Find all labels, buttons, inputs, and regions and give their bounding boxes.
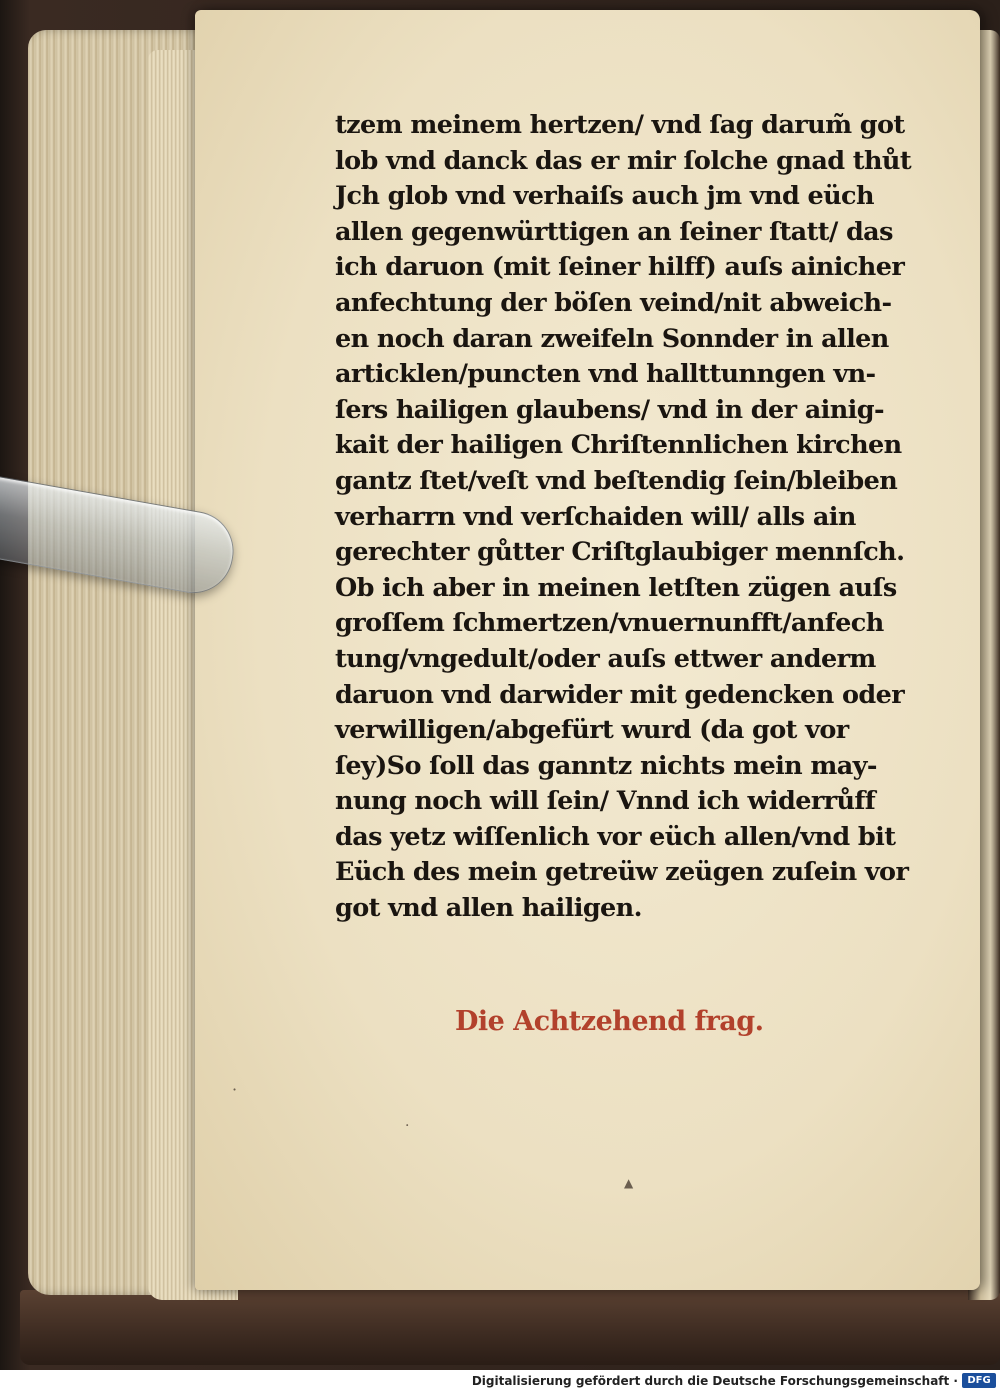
text-line: daruon vnd darwider mit gedencken oder xyxy=(335,679,905,710)
chapter-heading: Die Achtzehend frag. xyxy=(455,1006,764,1037)
funding-note: Digitalisierung gefördert durch die Deutsche Forschungsgemeinschaft · xyxy=(471,1374,958,1388)
book-cover-bottom xyxy=(20,1290,1000,1365)
text-line: ſers hailigen glaubens/ vnd in der ainig- xyxy=(335,394,884,425)
body-text xyxy=(335,108,912,927)
text-line: tung/vngedult/oder auſs ettwer anderm xyxy=(335,643,876,674)
text-line: das yetz wiſſenlich vor eüch allen/vnd bit xyxy=(335,821,896,852)
text-line: en noch daran zweifeln Sonnder in allen xyxy=(335,323,889,354)
text-line: allen gegenwürttigen an ſeiner ſtatt/ das xyxy=(335,216,893,247)
dfg-logo: DFG xyxy=(962,1373,996,1388)
text-line: anfechtung der böſen veind/nit abweich- xyxy=(335,287,892,318)
text-line: ſey)So ſoll das ganntz nichts mein may- xyxy=(335,750,877,781)
paper-speck: · xyxy=(405,1118,410,1134)
paper-speck: ▲ xyxy=(624,1176,634,1190)
text-line: groſſem ſchmertzen/vnuernunfft/anfech xyxy=(335,608,884,639)
text-line: lob vnd danck das er mir ſolche gnad thůt xyxy=(335,145,912,176)
text-line: verwilligen/abgefürt wurd (da got vor xyxy=(335,715,849,746)
text-line: Eüch des mein getreüw zeügen zuſein vor xyxy=(335,857,909,888)
footer-bar xyxy=(0,1370,1000,1392)
text-line: ich daruon (mit ſeiner hilff) auſs ainicher xyxy=(335,252,905,283)
text-line: verharrn vnd verſchaiden will/ alls ain xyxy=(335,501,856,532)
text-line: gantz ſtet/veſt vnd beſtendig ſein/bleiben xyxy=(335,465,898,496)
text-line: got vnd allen hailigen. xyxy=(335,893,642,924)
text-line: tzem meinem hertzen/ vnd ſag darum̃ got xyxy=(335,110,905,140)
text-line: Jch glob vnd verhaiſs auch jm vnd eüch xyxy=(335,181,874,212)
text-line: nung noch will ſein/ Vnnd ich widerrůff xyxy=(335,786,876,817)
page-edges-left xyxy=(28,30,218,1295)
text-line: kait der hailigen Chriſtennlichen kirchen xyxy=(335,430,902,461)
paper-speck: · xyxy=(232,1080,238,1099)
text-line: gerechter gůtter Criſtglaubiger mennſch. xyxy=(335,537,905,568)
text-line: Ob ich aber in meinen letſten zügen auſs xyxy=(335,572,897,603)
text-line: articklen/puncten vnd hallttunngen vn- xyxy=(335,359,876,390)
